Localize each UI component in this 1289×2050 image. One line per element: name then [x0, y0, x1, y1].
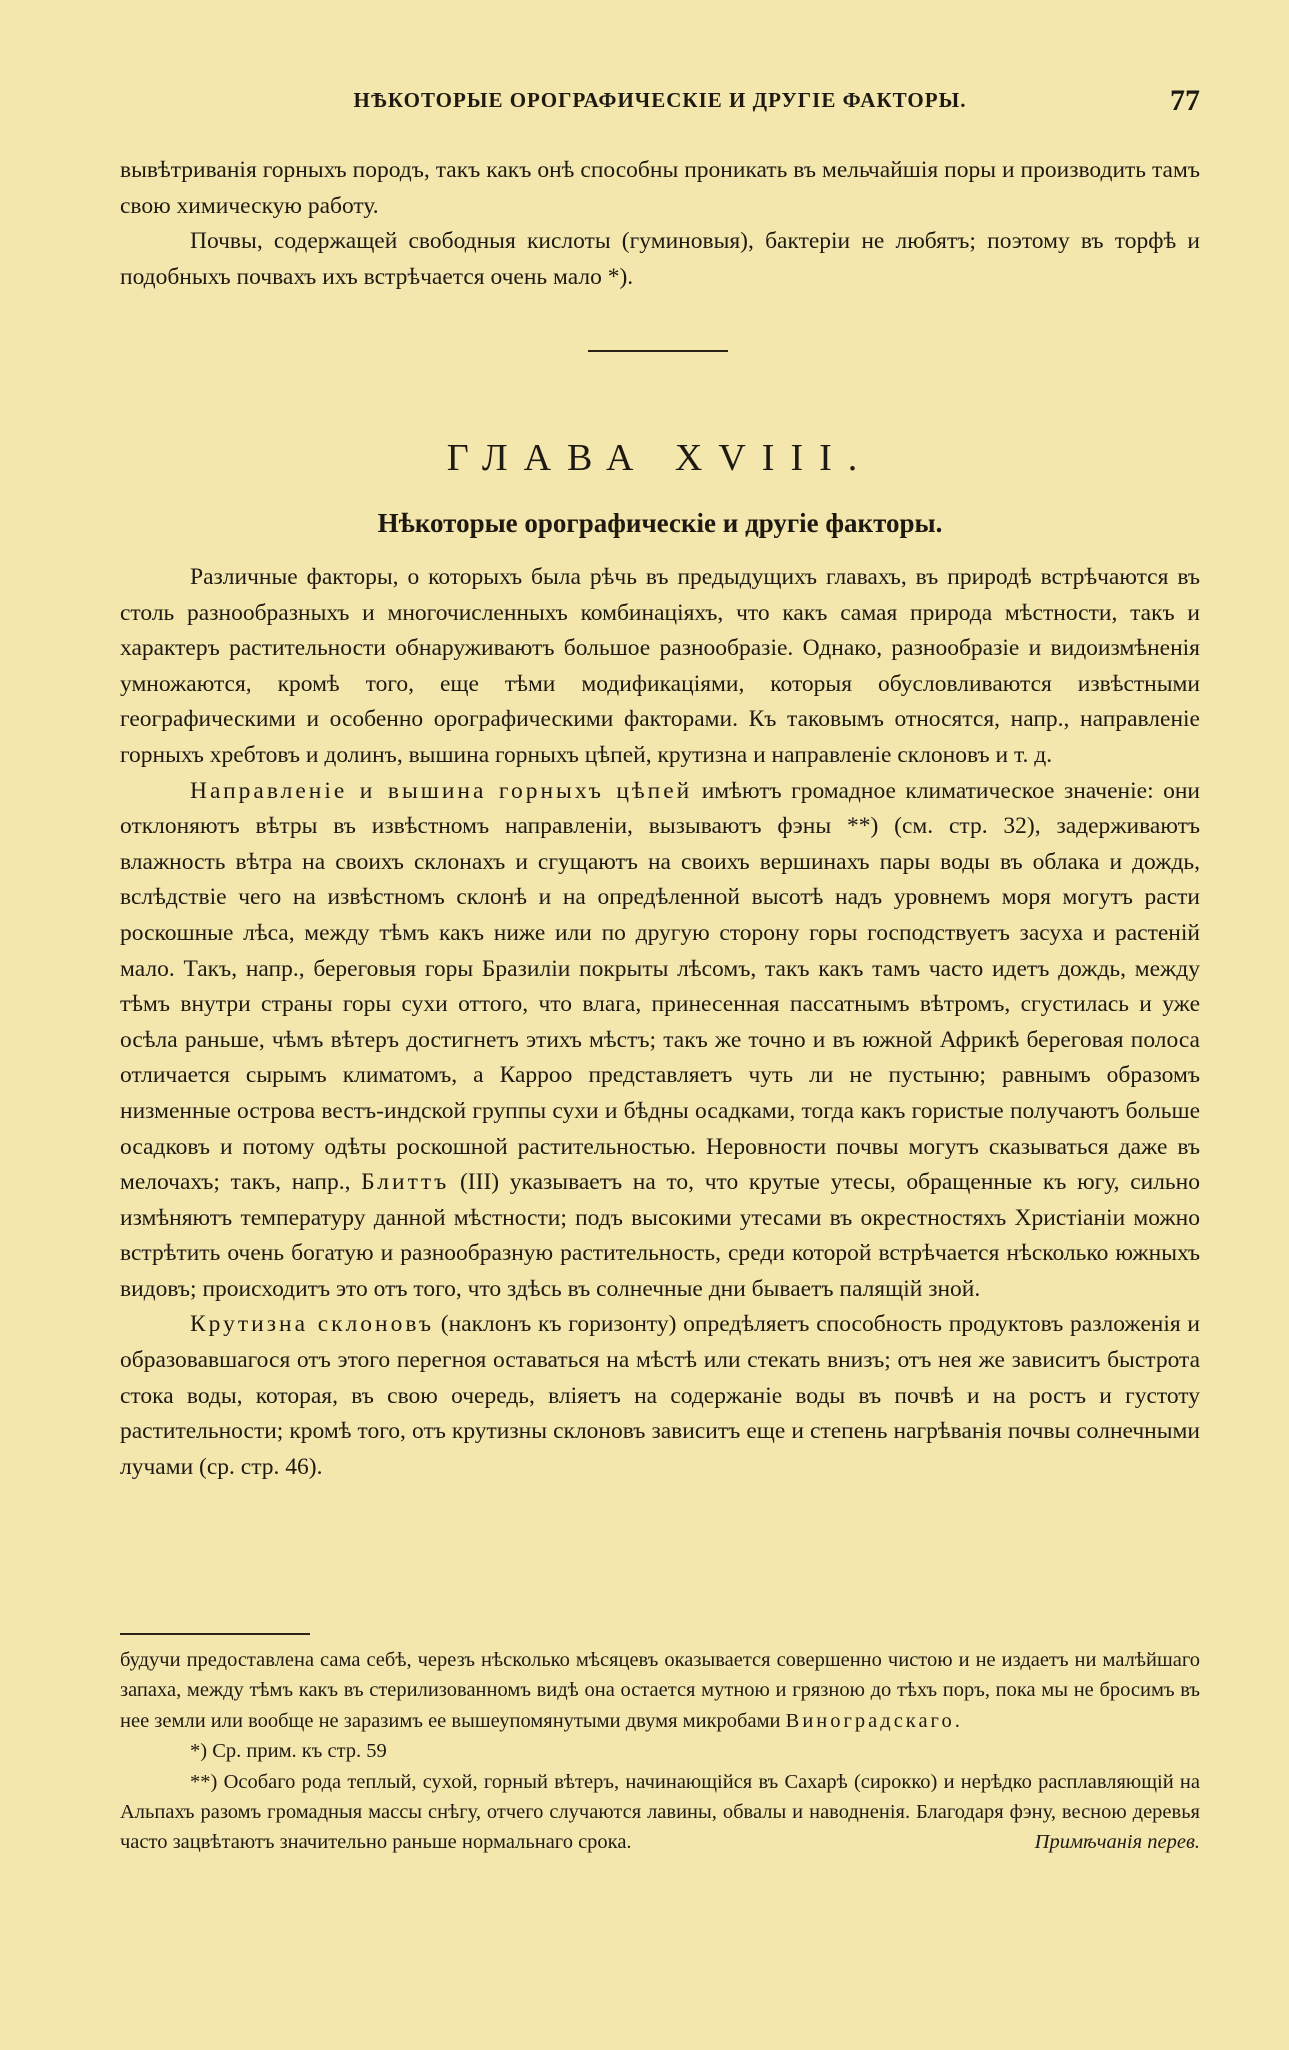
footnote-rule — [120, 1633, 310, 1635]
intro-paragraph-1: вывѣтриванія горныхъ породъ, такъ какъ онѣ способны проникать въ мельчайшія поры и производить тамъ свою химическую работу. — [120, 157, 1200, 219]
paragraph-3 — [120, 1307, 1200, 1485]
translator-note: Примѣчанія перев. — [1034, 1831, 1200, 1854]
footnote-2 — [120, 1767, 1200, 1858]
paragraph-2-lead: Направленіе и вышина горныхъ цѣпей — [190, 777, 693, 804]
intro-paragraph-2: Почвы, содержащей свободныя кислоты (гуминовыя), бактеріи не любятъ; поэтому въ торфѣ и подобныхъ почвахъ ихъ встрѣчается очень мало *). — [120, 228, 1200, 290]
chapter-body — [120, 560, 1200, 1485]
paragraph-2-tail: (III) указываетъ на то, что крутые утесы, обращенные къ югу, сильно измѣняютъ температуру данной мѣстности; подъ высокими утесами въ окрестностяхъ Христіаніи можно встрѣтить очень богатую и разнообразную растительность, среди которой встрѣчается нѣсколько южныхъ видовъ; происходитъ это отъ того, что здѣсь въ солнечные дни бываетъ палящій зной. — [120, 1169, 1200, 1302]
footnote-continued — [120, 1645, 1200, 1736]
author-name: Блиттъ — [361, 1169, 450, 1196]
intro-text — [120, 153, 1200, 295]
page-header — [120, 84, 1200, 120]
footnote-name: Виноградскаго. — [785, 1709, 963, 1732]
chapter-subtitle: Нѣкоторые орографическіе и другіе факторы. — [377, 508, 943, 538]
footnote-continued-text: будучи предоставлена сама себѣ, черезъ нѣсколько мѣсяцевъ оказывается совершенно чистою и не издаетъ ни малѣйшаго запаха, между тѣмъ какъ въ стерилизованномъ видѣ она остается мутною и грязною до тѣхъ поръ, пока мы не бросимъ въ нее земли или вообще не заразимъ ее вышеупомянутыми двумя микробами — [120, 1649, 1200, 1732]
footnotes — [120, 1645, 1200, 1858]
paragraph-2 — [120, 774, 1200, 1308]
paragraph-3-text: (наклонъ къ горизонту) опредѣляетъ способность продуктовъ разложенія и образовавшагося отъ этого перегноя оставаться на мѣстѣ или стекать внизъ; отъ нея же зависитъ быстрота стока воды, которая, въ свою очередь, вліяетъ на содержаніе воды въ почвѣ и на ростъ и густоту растительности; кромѣ того, отъ крутизны склоновъ зависитъ еще и степень нагрѣванія почвы солнечными лучами (ср. стр. 46). — [120, 1311, 1200, 1480]
section-divider — [588, 350, 728, 352]
paragraph-1: Различные факторы, о которыхъ была рѣчь въ предыдущихъ главахъ, въ природѣ встрѣчаются въ столь разнообразныхъ и многочисленныхъ комбинаціяхъ, что какъ самая природа мѣстности, такъ и характеръ растительности обнаруживаютъ большое разнообразіе. Однако, разнообразіе и видоизмѣненія умножаются, кромѣ того, еще тѣми модификаціями, которыя обусловливаются извѣстными географическими и особенно орографическими факторами. Къ таковымъ относятся, напр., направленіе горныхъ хребтовъ и долинъ, вышина горныхъ цѣпей, крутизна и направленіе склоновъ и т. д. — [120, 564, 1200, 768]
paragraph-2-text: имѣютъ громадное климатическое значеніе: они отклоняютъ вѣтры въ извѣстномъ направленіи, вызываютъ фэны **) (см. стр. 32), задерживаютъ влажность вѣтра на своихъ склонахъ и сгущаютъ на своихъ вершинахъ пары воды въ облака и дождь, вслѣдствіе чего на извѣстномъ склонѣ и на опредѣленной высотѣ надъ уровнемъ моря могутъ расти роскошные лѣса, между тѣмъ какъ ниже или по другую сторону горы господствуетъ засуха и растеній мало. Такъ, напр., береговыя горы Бразиліи покрыты лѣсомъ, такъ какъ тамъ часто идетъ дождь, между тѣмъ внутри страны горы сухи оттого, что влага, принесенная пассатнымъ вѣтромъ, сгустилась и уже осѣла раньше, чѣмъ вѣтеръ достигнетъ этихъ мѣстъ; такъ же точно и въ южной Африкѣ береговая полоса отличается сырымъ климатомъ, а Карроо представляетъ чуть ли не пустыню; равнымъ образомъ низменные острова вестъ-индской группы сухи и бѣдны осадками, тогда какъ гористые получаютъ больше осадковъ и потому одѣты роскошной растительностью. Неровности почвы могутъ сказываться даже въ мелочахъ; такъ, напр., — [120, 777, 1200, 1196]
paragraph-3-lead: Крутизна склоновъ — [190, 1311, 435, 1338]
footnote-1: *) Ср. прим. къ стр. 59 — [190, 1740, 387, 1763]
footnote-2-text: **) Особаго рода теплый, сухой, горный вѣтеръ, начинающійся въ Сахарѣ (сирокко) и нерѣдко расплавляющій на Альпахъ разомъ громадныя массы снѣгу, отчего случаются лавины, обвалы и наводненія. Благодаря фэну, весною деревья часто зацвѣтаютъ значительно раньше нормальнаго срока. — [120, 1770, 1200, 1854]
page-number: 77 — [1170, 84, 1200, 117]
chapter-title: ГЛАВА XVIII. — [446, 437, 874, 479]
running-title: НѢКОТОРЫЕ ОРОГРАФИЧЕСКІЕ И ДРУГІЕ ФАКТОРЫ. — [353, 88, 967, 112]
